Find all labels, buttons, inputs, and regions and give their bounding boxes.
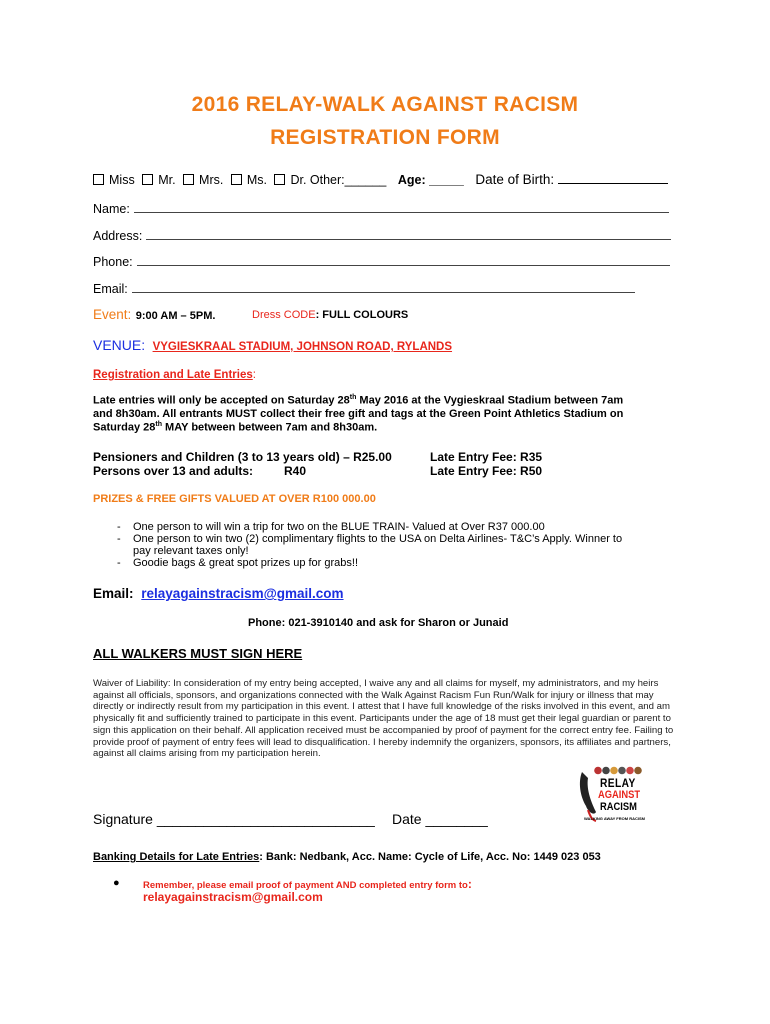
list-item: - One person to will win a trip for two on the BLUE TRAIN- Valued at Over R37 000.00 (117, 521, 545, 533)
address-field[interactable]: Address: (93, 228, 671, 243)
checkbox-mr[interactable]: Mr. (142, 173, 175, 187)
prizes-list (93, 521, 693, 569)
salutation-row (93, 172, 668, 187)
checkbox-dr-other[interactable]: Dr. Other:______ (274, 173, 386, 187)
fee-row1-right: Late Entry Fee: R35 (430, 450, 543, 464)
registration-line1: Late entries will only be accepted on Saturday 28th May 2016 at the Vygieskraal Stadium between 7am (93, 394, 624, 407)
form-title-line2: REGISTRATION FORM (270, 126, 500, 149)
bullet-icon: ● (113, 877, 120, 889)
logo-line2: AGAINST (598, 789, 641, 801)
dob-label: Date of Birth: (475, 172, 555, 187)
contact-phone: Phone: 021-3910140 and ask for Sharon or Junaid (248, 617, 509, 629)
venue-line (93, 337, 452, 355)
form-title-line1: 2016 RELAY-WALK AGAINST RACISM (191, 93, 579, 116)
logo-line3: RACISM (600, 801, 637, 813)
list-item: pay relevant taxes only! (133, 545, 249, 557)
dress-code: Dress CODE: FULL COLOURS (252, 309, 409, 321)
waiver-heading: ALL WALKERS MUST SIGN HERE (93, 646, 303, 661)
fee-row2-right: Late Entry Fee: R50 (430, 464, 543, 478)
contact-email-line (93, 586, 344, 601)
age-field[interactable]: Age: _____ (397, 173, 464, 187)
dob-field[interactable] (558, 172, 668, 184)
prizes-heading: PRIZES & FREE GIFTS VALUED AT OVER R100 000.00 (93, 493, 376, 505)
reminder-text: Remember, please email proof of payment AND completed entry form to: (143, 877, 472, 891)
registration-line3: Saturday 28th MAY between between 7am and 8h30am. (93, 421, 378, 434)
checkbox-ms[interactable]: Ms. (231, 173, 267, 187)
registration-line2: and 8h30am. All entrants MUST collect their free gift and tags at the Green Point Athletics Stadium on (93, 408, 624, 420)
relay-logo (576, 766, 658, 826)
signature-field[interactable]: Signature ____________________________ (93, 811, 375, 827)
email-field[interactable]: Email: (93, 281, 635, 296)
event-label: Event: (93, 307, 132, 322)
waiver-text: Waiver of Liability: In consideration of my entry being accepted, I waive any and all claims for myself, my administrators, and my heirs against all officials, sponsors, and organizations connected with the Walk Against Racism Fun Run/Walk for injury or illness that may directly or indirectly result from my participation in this event. I attest that I have full knowledge of the risks involved in this event, and am physically fit and sufficiently trained to participate in this event. Participants under the age of 18 must get their legal guardian or parent to sign this application on their behalf. All application received must be accompanied by proof of payment for the correct entry fee. Failing to provide proof of payment of entry fees will lead to disqualification. I hereby indemnify the organizers, sponsors, its affiliates and partners, against all claims arising from my participation herein. (93, 678, 674, 760)
name-field[interactable]: Name: (93, 201, 669, 216)
fee-row2-amount: R40 (284, 464, 307, 478)
banking-details: Banking Details for Late Entries: Bank: Nedbank, Acc. Name: Cycle of Life, Acc. No: 1449 023 053 (93, 851, 601, 863)
list-item: - Goodie bags & great spot prizes up for grabs!! (117, 557, 359, 569)
list-item: - One person to win two (2) complimentary flights to the USA on Delta Airlines- T&C’s Apply. Winner to (117, 533, 623, 545)
fee-row1-left: Pensioners and Children (3 to 13 years old) – R25.00 (93, 450, 392, 464)
logo-line1: RELAY (600, 776, 636, 790)
registration-heading: Registration and Late Entries: (93, 369, 256, 381)
event-line (93, 306, 215, 324)
contact-email-link[interactable]: relayagainstracism@gmail.com (141, 586, 344, 601)
logo-tagline: WALKING AWAY FROM RACISM (584, 816, 645, 821)
checkbox-mrs[interactable]: Mrs. (183, 173, 223, 187)
date-field[interactable]: Date ________ (392, 811, 488, 827)
checkbox-miss[interactable]: Miss (93, 173, 135, 187)
phone-field[interactable]: Phone: (93, 254, 670, 269)
contact-email-label: Email: (93, 586, 134, 601)
venue-value: VYGIESKRAAL STADIUM, JOHNSON ROAD, RYLANDS (152, 341, 453, 353)
fee-row2-left: Persons over 13 and adults: (93, 464, 254, 478)
reminder-email[interactable]: relayagainstracism@gmail.com (143, 890, 323, 904)
venue-label: VENUE: (93, 337, 146, 353)
event-time: 9:00 AM – 5PM. (135, 310, 216, 322)
